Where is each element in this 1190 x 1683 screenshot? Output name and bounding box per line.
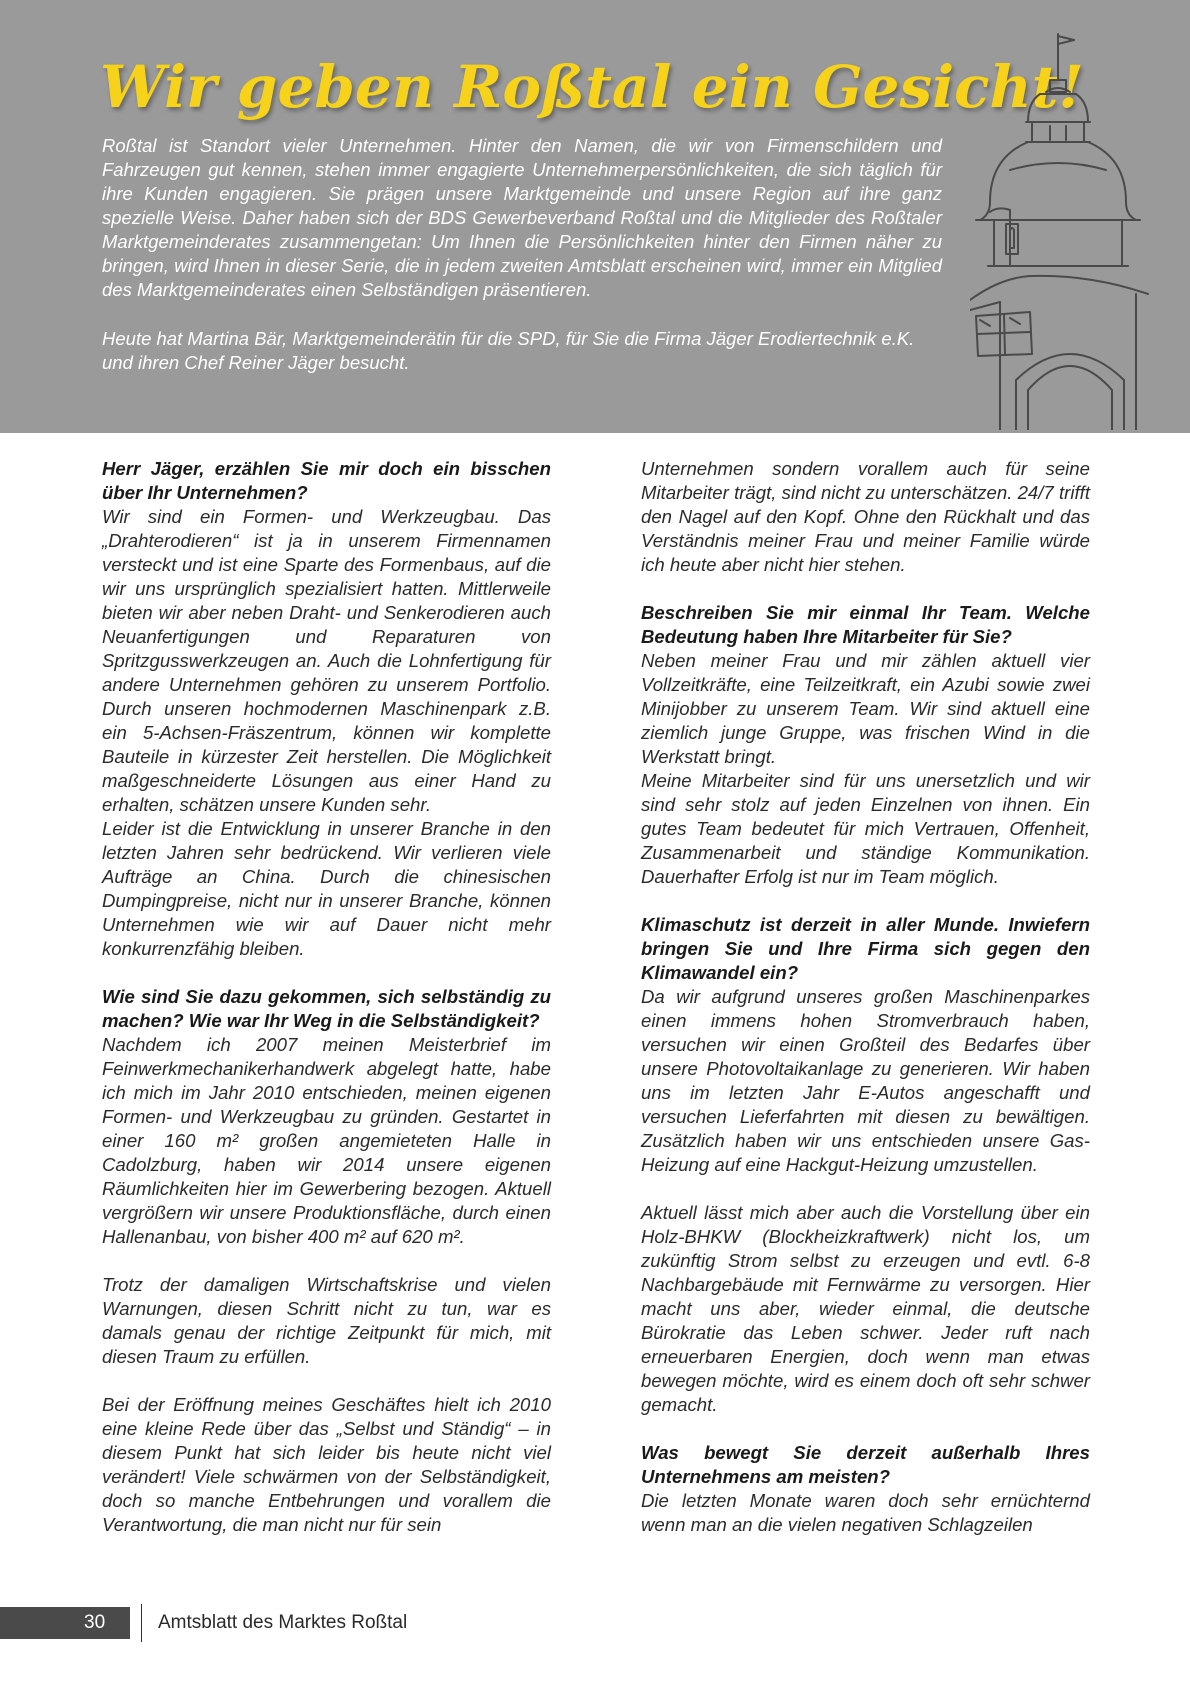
church-tower-illustration: [970, 30, 1180, 430]
answer-2-paragraph-3: Bei der Eröffnung meines Geschäftes hielt ich 2010 eine kleine Rede über das „Selbst und Ständig“ – in diesem Punkt hat sich leider bis heute nicht viel verändert! Viele schwärmen von der Selbständigkeit, doch so manche Entbehrungen und vorallem die Verantwortung, die man nicht nur für sein: [102, 1394, 551, 1535]
answer-5-paragraph-1: Die letzten Monate waren doch sehr ernüchternd wenn man an die vielen negativen Schlagzeilen: [641, 1490, 1090, 1535]
question-5: Was bewegt Sie derzeit außerhalb Ihres Unternehmens am meisten?: [641, 1442, 1090, 1487]
footer-divider: [141, 1604, 142, 1642]
answer-3-paragraph-2: Meine Mitarbeiter sind für uns unersetzlich und wir sind sehr stolz auf jeden Einzelnen von ihnen. Ein gutes Team bedeutet für mich Vertrauen, Offenheit, Zusammenarbeit und ständige Kommunikation. Dauerhafter Erfolg ist nur im Team möglich.: [641, 770, 1090, 887]
intro-text: Roßtal ist Standort vieler Unternehmen. Hinter den Namen, die wir von Firmenschildern und Fahrzeugen gut kennen, stehen immer engagierte Unternehmerpersönlichkeiten, die sich täglich für ihre Kunden engagieren. Sie prägen unsere Marktgemeinde und unsere Region auf ihre ganz spezielle Weise. Daher haben sich der BDS Gewerbeverband Roßtal und die Mitglieder des Roßtaler Marktgemeinderates zusammengetan: Um Ihnen die Persönlichkeiten hinter den Firmen näher zu bringen, wird Ihnen in dieser Serie, die in jedem zweiten Amtsblatt erscheinen wird, immer ein Mitglied des Marktgemeinderates einen Selbständigen präsentieren.: [102, 135, 942, 300]
answer-1-paragraph-1: Wir sind ein Formen- und Werkzeugbau. Das „Drahterodieren“ ist ja in unserem Firmennamen versteckt und ist eine Sparte des Formenbaus, auf die wir uns ursprünglich spezialisiert hatten. Mittlerweile bieten wir aber neben Draht- und Senkerodieren auch Neuanfertigungen und Reparaturen von Spritzgusswerkzeugen an. Auch die Lohnfertigung für andere Unternehmen gehören zu unserem Portfolio. Durch unseren hochmodernen Maschinenpark z.B. ein 5-Achsen-Fräszentrum, können wir komplette Bauteile in kürzester Zeit herstellen. Die Möglichkeit maßgeschneiderte Lösungen aus einer Hand zu erhalten, schätzen unsere Kunden sehr.: [102, 506, 551, 815]
header-banner: [0, 0, 1190, 433]
intro-visit-text: Heute hat Martina Bär, Marktgemeinderätin für die SPD, für Sie die Firma Jäger Erodiertechnik e.K. und ihren Chef Reiner Jäger besucht.: [102, 328, 915, 373]
question-2: Wie sind Sie dazu gekommen, sich selbständig zu machen? Wie war Ihr Weg in die Selbständigkeit?: [102, 986, 551, 1031]
right-column: [641, 457, 1090, 1537]
publication-name: Amtsblatt des Marktes Roßtal: [158, 1612, 408, 1633]
answer-4-paragraph-2: Aktuell lässt mich aber auch die Vorstellung über ein Holz-BHKW (Blockheizkraftwerk) nicht los, um zukünftig Strom selbst zu erzeugen und evtl. 6-8 Nachbargebäude mit Fernwärme zu versorgen. Hier macht uns aber, wieder einmal, die deutsche Bürokratie das Leben schwer. Jeder ruft nach erneuerbaren Energien, doch wenn man etwas bewegen möchte, wird es einem doch oft sehr schwer gemacht.: [641, 1202, 1090, 1415]
answer-2-continued: Unternehmen sondern vorallem auch für seine Mitarbeiter trägt, sind nicht zu unterschätzen. 24/7 trifft den Nagel auf den Kopf. Ohne den Rückhalt und das Verständnis meiner Frau und meiner Familie würde ich heute aber nicht hier stehen.: [641, 458, 1090, 575]
question-4: Klimaschutz ist derzeit in aller Munde. Inwiefern bringen Sie und Ihre Firma sich gegen den Klimawandel ein?: [641, 914, 1090, 983]
left-column: [102, 457, 551, 1537]
answer-3-paragraph-1: Neben meiner Frau und mir zählen aktuell vier Vollzeitkräfte, eine Teilzeitkraft, ein Azubi sowie zwei Minijobber zu unserem Team. Wir sind aktuell eine ziemlich junge Gruppe, was frischen Wind in die Werkstatt bringt.: [641, 650, 1090, 767]
question-1: Herr Jäger, erzählen Sie mir doch ein bisschen über Ihr Unternehmen?: [102, 458, 551, 503]
page-number: 30: [84, 1612, 106, 1633]
answer-2-paragraph-2: Trotz der damaligen Wirtschaftskrise und vielen Warnungen, diesen Schritt nicht zu tun, war es damals genau der richtige Zeitpunkt für mich, mit diesen Traum zu erfüllen.: [102, 1274, 551, 1367]
page-title: Wir geben Roßtal ein Gesicht!: [100, 53, 1084, 121]
question-3: Beschreiben Sie mir einmal Ihr Team. Welche Bedeutung haben Ihre Mitarbeiter für Sie?: [641, 602, 1090, 647]
footer-bar: [0, 1607, 130, 1639]
answer-2-paragraph-1: Nachdem ich 2007 meinen Meisterbrief im Feinwerkmechanikerhandwerk abgelegt hatte, habe ich mich im Jahr 2010 entschieden, meinen eigenen Formen- und Werkzeugbau zu gründen. Gestartet in einer 160 m² großen angemieteten Halle in Cadolzburg, haben wir 2014 unsere eigenen Räumlichkeiten hier im Gewerbering bezogen. Aktuell vergrößern wir unsere Produktionsfläche, durch einen Hallenanbau, von bisher 400 m² auf 620 m².: [102, 1034, 551, 1247]
answer-1-paragraph-2: Leider ist die Entwicklung in unserer Branche in den letzten Jahren sehr bedrückend. Wir verlieren viele Aufträge an China. Durch die chinesischen Dumpingpreise, nicht nur in unserer Branche, können Unternehmen wie wir auf Dauer nicht mehr konkurrenzfähig bleiben.: [102, 818, 551, 959]
answer-4-paragraph-1: Da wir aufgrund unseres großen Maschinenparkes einen immens hohen Stromverbrauch haben, versuchen wir einen Großteil des Bedarfes über unsere Photovoltaikanlage zu generieren. Wir haben uns im letzten Jahr E-Autos angeschafft und versuchen Lieferfahrten mit diesen zu bewältigen. Zusätzlich haben wir uns entschieden unsere Gas-Heizung auf eine Hackgut-Heizung umzustellen.: [641, 986, 1090, 1175]
